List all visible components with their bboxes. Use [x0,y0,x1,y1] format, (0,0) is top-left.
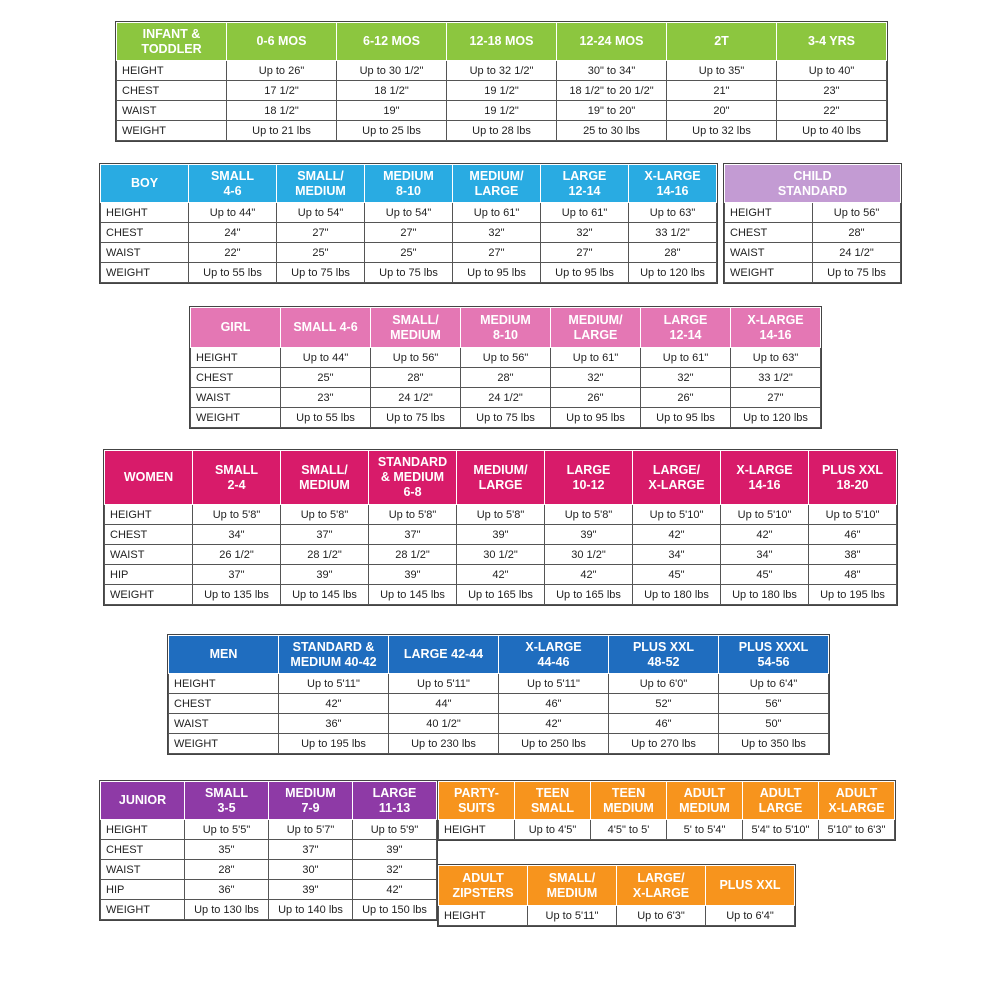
measurement-value: 5' to 5'4" [667,820,743,840]
measurement-value: Up to 150 lbs [353,900,437,920]
measurement-value: Up to 61" [453,203,541,223]
size-column-header: 2T [667,23,777,61]
measurement-value: Up to 165 lbs [457,585,545,605]
size-column-header: ADULT LARGE [743,782,819,820]
measurement-value: Up to 120 lbs [731,408,821,428]
measurement-value: Up to 230 lbs [389,734,499,754]
table-row [117,121,887,141]
table-row [725,263,901,283]
measurement-value: Up to 5'8" [545,505,633,525]
table-row [117,81,887,101]
measurement-value: 39" [269,880,353,900]
measurement-value: 19 1/2" [447,101,557,121]
measurement-value: 32" [541,223,629,243]
measurement-value: 22" [777,101,887,121]
table-row [101,840,437,860]
measurement-label: WEIGHT [725,263,813,283]
measurement-value: 45" [721,565,809,585]
size-column-header: SMALL 4-6 [281,308,371,348]
table-title: JUNIOR [101,782,185,820]
size-column-header: TEEN SMALL [515,782,591,820]
measurement-value: 25 to 30 lbs [557,121,667,141]
measurement-value: Up to 54" [277,203,365,223]
measurement-value: Up to 195 lbs [809,585,897,605]
measurement-value: 36" [279,714,389,734]
measurement-label: HIP [101,880,185,900]
table-row [101,820,437,840]
table-title: MEN [169,636,279,674]
measurement-label: HIP [105,565,193,585]
child-standard-size-table [724,164,901,283]
measurement-value: 27" [541,243,629,263]
measurement-value: Up to 5'10" [721,505,809,525]
measurement-value: 27" [453,243,541,263]
table-title: PARTY- SUITS [439,782,515,820]
measurement-value: Up to 54" [365,203,453,223]
measurement-value: 35" [185,840,269,860]
measurement-value: Up to 5'5" [185,820,269,840]
measurement-value: 21" [667,81,777,101]
measurement-value: Up to 95 lbs [453,263,541,283]
measurement-value: 30" to 34" [557,61,667,81]
size-column-header: ADULT X-LARGE [819,782,895,820]
measurement-value: 46" [809,525,897,545]
size-column-header: X-LARGE 14-16 [731,308,821,348]
size-column-header: MEDIUM/ LARGE [551,308,641,348]
size-column-header: SMALL 4-6 [189,165,277,203]
measurement-value: 34" [193,525,281,545]
table-row [191,348,821,368]
size-column-header: SMALL/ MEDIUM [371,308,461,348]
table-row [105,545,897,565]
table-row [117,101,887,121]
measurement-value: 24 1/2" [813,243,901,263]
measurement-value: 34" [633,545,721,565]
table-row [101,263,717,283]
measurement-value: 18 1/2" [337,81,447,101]
table-row [101,880,437,900]
men-size-table [168,635,829,754]
size-column-header: 12-18 MOS [447,23,557,61]
measurement-value: Up to 5'8" [457,505,545,525]
measurement-label: HEIGHT [725,203,813,223]
size-column-header: LARGE 11-13 [353,782,437,820]
size-column-header: SMALL 3-5 [185,782,269,820]
measurement-value: Up to 145 lbs [369,585,457,605]
measurement-value: Up to 63" [731,348,821,368]
measurement-value: 19" to 20" [557,101,667,121]
size-column-header: SMALL 2-4 [193,451,281,505]
measurement-value: 24 1/2" [371,388,461,408]
measurement-value: Up to 56" [371,348,461,368]
measurement-value: Up to 5'8" [369,505,457,525]
measurement-value: Up to 6'4" [719,674,829,694]
measurement-label: HEIGHT [101,203,189,223]
table-row [101,243,717,263]
measurement-value: 20" [667,101,777,121]
table-row [191,388,821,408]
measurement-value: 24" [189,223,277,243]
size-column-header: SMALL/ MEDIUM [277,165,365,203]
measurement-label: HEIGHT [105,505,193,525]
size-column-header: PLUS XXXL 54-56 [719,636,829,674]
measurement-value: Up to 63" [629,203,717,223]
measurement-value: Up to 75 lbs [813,263,901,283]
size-column-header: LARGE 12-14 [541,165,629,203]
boy-size-table [100,164,717,283]
measurement-value: 25" [277,243,365,263]
table-row [725,243,901,263]
table-title: BOY [101,165,189,203]
measurement-label: HEIGHT [191,348,281,368]
measurement-value: 19 1/2" [447,81,557,101]
measurement-value: Up to 75 lbs [365,263,453,283]
measurement-value: 32" [453,223,541,243]
size-column-header: STANDARD & MEDIUM 6-8 [369,451,457,505]
measurement-value: Up to 180 lbs [633,585,721,605]
measurement-value: Up to 5'11" [389,674,499,694]
measurement-value: 40 1/2" [389,714,499,734]
measurement-value: 37" [193,565,281,585]
measurement-label: WEIGHT [117,121,227,141]
measurement-value: 32" [641,368,731,388]
infant-toddler-size-table [116,22,887,141]
measurement-value: Up to 195 lbs [279,734,389,754]
size-column-header: SMALL/ MEDIUM [281,451,369,505]
size-column-header: X-LARGE 14-16 [721,451,809,505]
measurement-value: 26" [641,388,731,408]
measurement-value: Up to 95 lbs [541,263,629,283]
measurement-value: 28" [371,368,461,388]
table-row [169,734,829,754]
measurement-value: 19" [337,101,447,121]
table-title: INFANT & TODDLER [117,23,227,61]
measurement-value: 28 1/2" [281,545,369,565]
measurement-label: HEIGHT [439,906,528,926]
table-row [117,61,887,81]
measurement-value: Up to 55 lbs [189,263,277,283]
measurement-label: HEIGHT [169,674,279,694]
size-column-header: PLUS XXL [706,866,795,906]
measurement-value: 4'5" to 5' [591,820,667,840]
measurement-value: Up to 61" [541,203,629,223]
table-row [101,860,437,880]
measurement-value: 18 1/2" [227,101,337,121]
measurement-value: Up to 250 lbs [499,734,609,754]
measurement-value: 23" [281,388,371,408]
measurement-label: WAIST [101,860,185,880]
size-column-header: MEDIUM/ LARGE [457,451,545,505]
size-column-header: 12-24 MOS [557,23,667,61]
measurement-value: Up to 145 lbs [281,585,369,605]
measurement-value: Up to 44" [189,203,277,223]
table-row [105,585,897,605]
measurement-value: 18 1/2" to 20 1/2" [557,81,667,101]
table-row [191,368,821,388]
measurement-label: CHEST [725,223,813,243]
measurement-value: 48" [809,565,897,585]
measurement-label: CHEST [169,694,279,714]
measurement-value: 33 1/2" [629,223,717,243]
measurement-value: 5'10" to 6'3" [819,820,895,840]
measurement-label: WAIST [191,388,281,408]
measurement-value: Up to 130 lbs [185,900,269,920]
measurement-label: WEIGHT [101,900,185,920]
measurement-value: 28 1/2" [369,545,457,565]
measurement-value: 27" [365,223,453,243]
women-size-table [104,450,897,605]
measurement-value: Up to 120 lbs [629,263,717,283]
measurement-value: Up to 5'8" [281,505,369,525]
measurement-value: 22" [189,243,277,263]
size-column-header: STANDARD & MEDIUM 40-42 [279,636,389,674]
size-column-header: LARGE/ X-LARGE [633,451,721,505]
measurement-label: WAIST [169,714,279,734]
table-row [105,525,897,545]
size-column-header: LARGE 12-14 [641,308,731,348]
junior-size-table [100,781,437,920]
measurement-value: 5'4" to 5'10" [743,820,819,840]
measurement-value: 45" [633,565,721,585]
measurement-value: 39" [281,565,369,585]
measurement-value: 25" [281,368,371,388]
measurement-value: 28" [813,223,901,243]
party-suits-size-table [438,781,895,840]
measurement-value: Up to 4'5" [515,820,591,840]
measurement-label: WAIST [725,243,813,263]
measurement-value: Up to 5'7" [269,820,353,840]
table-row [191,408,821,428]
measurement-value: 42" [457,565,545,585]
measurement-value: Up to 35" [667,61,777,81]
measurement-label: WEIGHT [191,408,281,428]
measurement-value: Up to 25 lbs [337,121,447,141]
size-column-header: PLUS XXL 48-52 [609,636,719,674]
table-row [101,203,717,223]
measurement-value: 42" [545,565,633,585]
measurement-value: Up to 5'11" [499,674,609,694]
measurement-value: Up to 180 lbs [721,585,809,605]
measurement-value: 28" [629,243,717,263]
measurement-label: HEIGHT [117,61,227,81]
measurement-value: 52" [609,694,719,714]
measurement-value: 30" [269,860,353,880]
measurement-label: CHEST [105,525,193,545]
measurement-value: 33 1/2" [731,368,821,388]
size-column-header: X-LARGE 44-46 [499,636,609,674]
measurement-value: 42" [499,714,609,734]
size-column-header: LARGE/ X-LARGE [617,866,706,906]
measurement-value: 24 1/2" [461,388,551,408]
measurement-value: Up to 95 lbs [641,408,731,428]
measurement-value: 56" [719,694,829,714]
adult-zipsters-size-table [438,865,795,926]
measurement-value: 42" [279,694,389,714]
size-column-header: CHILD STANDARD [725,165,901,203]
table-row [439,906,795,926]
size-column-header: SMALL/ MEDIUM [528,866,617,906]
measurement-value: Up to 75 lbs [461,408,551,428]
size-column-header: MEDIUM/ LARGE [453,165,541,203]
measurement-label: WEIGHT [105,585,193,605]
measurement-value: Up to 5'8" [193,505,281,525]
measurement-value: Up to 350 lbs [719,734,829,754]
measurement-value: Up to 5'10" [633,505,721,525]
measurement-value: 28" [461,368,551,388]
measurement-value: Up to 21 lbs [227,121,337,141]
measurement-value: Up to 6'0" [609,674,719,694]
measurement-value: Up to 140 lbs [269,900,353,920]
measurement-value: 23" [777,81,887,101]
measurement-value: 26 1/2" [193,545,281,565]
size-column-header: 0-6 MOS [227,23,337,61]
table-title: ADULT ZIPSTERS [439,866,528,906]
measurement-label: CHEST [101,223,189,243]
measurement-value: 27" [731,388,821,408]
size-column-header: 3-4 YRS [777,23,887,61]
measurement-value: 39" [545,525,633,545]
measurement-label: WAIST [117,101,227,121]
girl-size-table [190,307,821,428]
measurement-label: WEIGHT [101,263,189,283]
measurement-value: 39" [369,565,457,585]
measurement-value: 30 1/2" [457,545,545,565]
table-row [105,505,897,525]
table-row [169,694,829,714]
measurement-value: Up to 165 lbs [545,585,633,605]
measurement-value: 46" [499,694,609,714]
measurement-value: 37" [369,525,457,545]
measurement-value: 25" [365,243,453,263]
size-column-header: 6-12 MOS [337,23,447,61]
measurement-value: 28" [185,860,269,880]
table-row [439,820,895,840]
measurement-label: CHEST [117,81,227,101]
measurement-value: Up to 5'9" [353,820,437,840]
measurement-value: 44" [389,694,499,714]
size-column-header: LARGE 42-44 [389,636,499,674]
measurement-value: Up to 32 1/2" [447,61,557,81]
measurement-value: Up to 135 lbs [193,585,281,605]
size-column-header: MEDIUM 7-9 [269,782,353,820]
measurement-value: 32" [353,860,437,880]
table-row [725,223,901,243]
measurement-value: Up to 56" [813,203,901,223]
measurement-value: 37" [281,525,369,545]
measurement-value: 26" [551,388,641,408]
measurement-value: Up to 44" [281,348,371,368]
table-row [101,223,717,243]
measurement-value: 27" [277,223,365,243]
measurement-value: 34" [721,545,809,565]
measurement-value: Up to 56" [461,348,551,368]
size-column-header: MEDIUM 8-10 [461,308,551,348]
table-row [169,674,829,694]
table-title: WOMEN [105,451,193,505]
measurement-value: 17 1/2" [227,81,337,101]
table-row [725,203,901,223]
measurement-value: Up to 26" [227,61,337,81]
measurement-value: Up to 5'11" [279,674,389,694]
measurement-value: Up to 30 1/2" [337,61,447,81]
measurement-label: HEIGHT [439,820,515,840]
measurement-value: Up to 6'4" [706,906,795,926]
measurement-value: Up to 5'10" [809,505,897,525]
measurement-value: 39" [457,525,545,545]
measurement-value: Up to 40" [777,61,887,81]
measurement-value: Up to 6'3" [617,906,706,926]
measurement-value: 42" [353,880,437,900]
measurement-label: WAIST [105,545,193,565]
measurement-value: Up to 55 lbs [281,408,371,428]
measurement-value: Up to 75 lbs [277,263,365,283]
measurement-value: Up to 28 lbs [447,121,557,141]
measurement-value: 42" [633,525,721,545]
measurement-value: Up to 40 lbs [777,121,887,141]
measurement-value: Up to 95 lbs [551,408,641,428]
measurement-value: 50" [719,714,829,734]
measurement-value: Up to 270 lbs [609,734,719,754]
table-row [105,565,897,585]
measurement-value: Up to 61" [551,348,641,368]
table-row [169,714,829,734]
table-title: GIRL [191,308,281,348]
size-column-header: ADULT MEDIUM [667,782,743,820]
size-column-header: LARGE 10-12 [545,451,633,505]
measurement-label: WEIGHT [169,734,279,754]
measurement-label: HEIGHT [101,820,185,840]
measurement-label: CHEST [191,368,281,388]
measurement-value: 32" [551,368,641,388]
measurement-value: Up to 75 lbs [371,408,461,428]
measurement-value: 46" [609,714,719,734]
measurement-value: 30 1/2" [545,545,633,565]
measurement-value: Up to 61" [641,348,731,368]
size-column-header: PLUS XXL 18-20 [809,451,897,505]
measurement-label: CHEST [101,840,185,860]
table-row [101,900,437,920]
measurement-value: 39" [353,840,437,860]
size-column-header: MEDIUM 8-10 [365,165,453,203]
size-column-header: X-LARGE 14-16 [629,165,717,203]
measurement-value: 42" [721,525,809,545]
measurement-value: 38" [809,545,897,565]
measurement-value: 36" [185,880,269,900]
measurement-value: Up to 5'11" [528,906,617,926]
measurement-value: 37" [269,840,353,860]
size-column-header: TEEN MEDIUM [591,782,667,820]
measurement-value: Up to 32 lbs [667,121,777,141]
measurement-label: WAIST [101,243,189,263]
